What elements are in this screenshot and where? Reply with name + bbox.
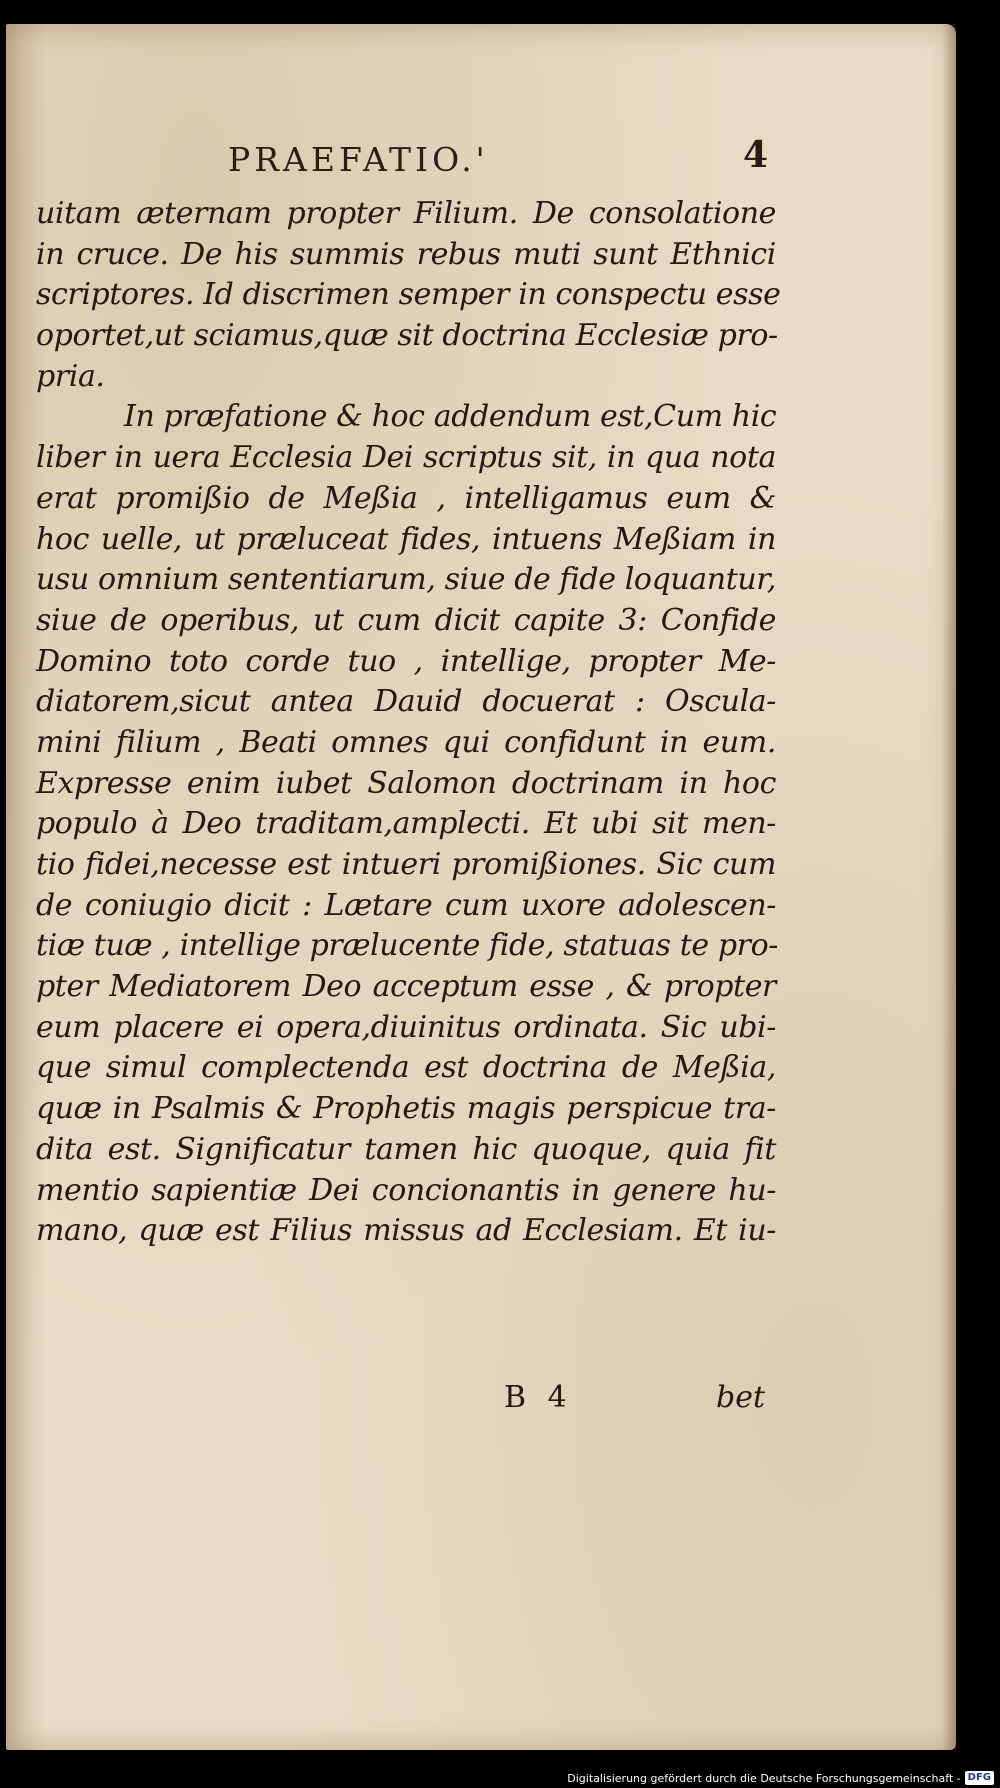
- page-header: [228, 134, 768, 190]
- page-footer: [6, 1380, 1000, 1430]
- credit-text: Digitalisierung gefördert durch die Deutsche Forschungsgemeinschaft -: [567, 1771, 961, 1785]
- text-line: que simul complectenda est doctrina de Meßia,: [36, 1050, 776, 1086]
- text-line: erat promißio de Meßia , intelligamus eum &: [36, 480, 776, 516]
- text-line: dita est. Significatur tamen hic quoque, quia fit: [36, 1131, 776, 1167]
- text-line: In præfatione & hoc addendum est,Cum hic: [124, 399, 777, 435]
- page-number: 4: [742, 134, 768, 176]
- text-line: tiæ tuæ , intellige prælucente fide, statuas te pro-: [36, 928, 779, 964]
- text-line: uitam æternam propter Filium. De consolatione: [36, 196, 776, 231]
- text-line: mentio sapientiæ Dei concionantis in genere hu-: [36, 1172, 776, 1208]
- page-edge-shadow: [942, 24, 956, 1750]
- running-head: PRAEFATIO.': [228, 140, 489, 179]
- body-text: [36, 194, 781, 1252]
- text-line: pter Mediatorem Deo acceptum esse , & propter: [36, 969, 776, 1005]
- catchword: bet: [716, 1380, 766, 1415]
- text-line: oportet,ut sciamus,quæ sit doctrina Ecclesiæ pro-: [36, 318, 778, 354]
- text-line: Expresse enim iubet Salomon doctrinam in hoc: [36, 765, 776, 801]
- text-line: hoc uelle, ut præluceat fides, intuens Meßiam in: [36, 521, 776, 557]
- text-line: pria.: [36, 358, 105, 394]
- text-line: Domino toto corde tuo , intellige, propter Me-: [36, 643, 776, 679]
- text-line: diatorem,sicut antea Dauid docuerat : Oscula-: [36, 684, 776, 720]
- text-line: in cruce. De his summis rebus muti sunt Ethnici: [36, 236, 776, 272]
- digitization-credit: [567, 1770, 994, 1786]
- signature-mark: B 4: [504, 1380, 573, 1415]
- book-page: [6, 24, 956, 1750]
- text-line: eum placere ei opera,diuinitus ordinata. Sic ubi-: [36, 1009, 776, 1045]
- text-line: siue de operibus, ut cum dicit capite 3: Confide: [36, 602, 776, 638]
- text-line: scriptores. Id discrimen semper in conspectu esse: [36, 277, 781, 313]
- text-line: usu omnium sententiarum, siue de fide loquantur,: [36, 562, 777, 598]
- dfg-logo: DFG: [965, 1771, 994, 1785]
- text-line: mano, quæ est Filius missus ad Ecclesiam. Et iu-: [36, 1213, 776, 1249]
- text-line: populo à Deo traditam,amplecti. Et ubi sit men-: [36, 806, 776, 842]
- text-line: tio fidei,necesse est intueri promißiones. Sic cum: [36, 847, 776, 882]
- text-line: mini filium , Beati omnes qui confidunt in eum.: [36, 724, 776, 760]
- text-line: liber in uera Ecclesia Dei scriptus sit, in qua nota: [36, 440, 776, 476]
- text-line: de coniugio dicit : Lætare cum uxore adolescen-: [36, 887, 776, 923]
- text-line: quæ in Psalmis & Prophetis magis perspicue tra-: [36, 1091, 776, 1127]
